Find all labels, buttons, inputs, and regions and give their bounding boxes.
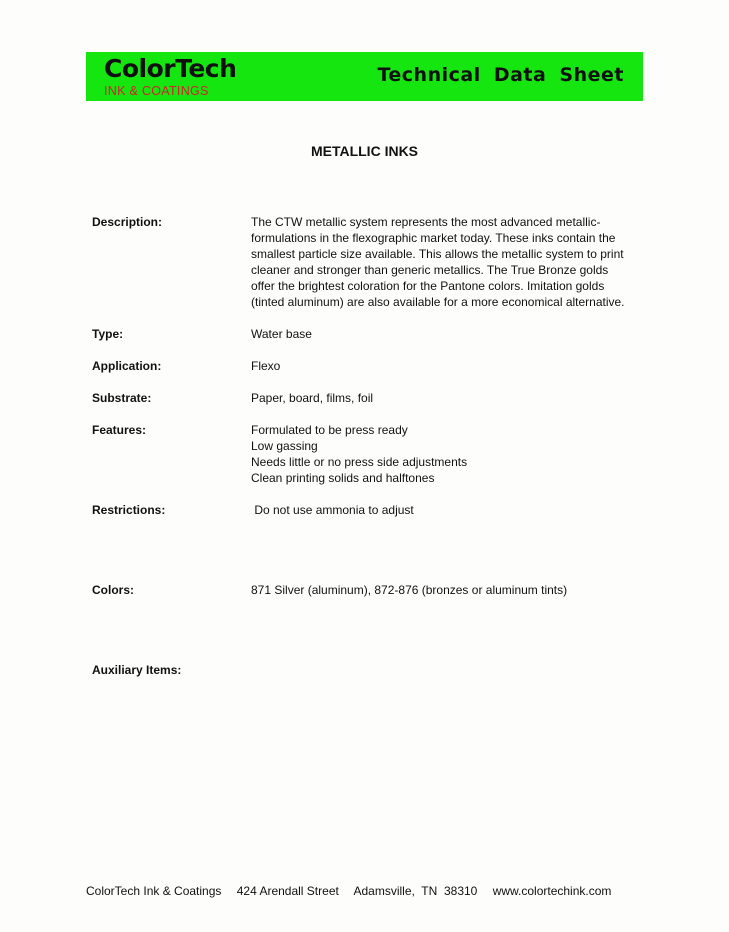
banner-title: Technical Data Sheet [377,64,624,86]
restrictions-label: Restrictions: [92,503,166,517]
description-line: smallest particle size available. This allows the metallic system to print [251,247,624,261]
description-line: (tinted aluminum) are also available for a more economical alternative. [251,295,625,309]
feature-item: Formulated to be press ready [251,423,408,437]
description-line: The CTW metallic system represents the most advanced metallic- [251,215,601,229]
page-footer [86,884,623,898]
features-label: Features: [92,423,147,437]
substrate-value: Paper, board, films, foil [251,391,374,405]
auxiliary-label: Auxiliary Items: [92,663,182,677]
description-line: formulations in the flexographic market today. These inks contain the [251,231,616,245]
substrate-label: Substrate: [92,391,152,405]
footer-street: 424 Arendall Street [236,884,339,898]
description-label: Description: [92,215,163,229]
description-value [251,214,641,310]
description-line: offer the brightest coloration for the Pantone colors. Imitation golds [251,279,605,293]
company-logo-tagline: INK & COATINGS [104,84,209,98]
feature-item: Needs little or no press side adjustments [251,455,468,469]
feature-item: Clean printing solids and halftones [251,471,435,485]
application-value: Flexo [251,359,281,373]
features-value [251,422,641,486]
type-value: Water base [251,327,312,341]
company-logo: ColorTech [104,54,237,83]
colors-label: Colors: [92,583,134,597]
application-label: Application: [92,359,162,373]
type-label: Type: [92,327,124,341]
footer-company: ColorTech Ink & Coatings [86,884,222,898]
description-line: cleaner and stronger than generic metallics. The True Bronze golds [251,263,609,277]
restrictions-value: Do not use ammonia to adjust [251,503,414,517]
header-banner [86,52,643,101]
document-title: METALLIC INKS [310,143,419,159]
feature-item: Low gassing [251,439,318,453]
footer-website-link[interactable]: www.colortechink.com [492,884,612,898]
footer-city: Adamsville, TN 38310 [353,884,478,898]
colors-value: 871 Silver (aluminum), 872-876 (bronzes or aluminum tints) [251,583,568,597]
